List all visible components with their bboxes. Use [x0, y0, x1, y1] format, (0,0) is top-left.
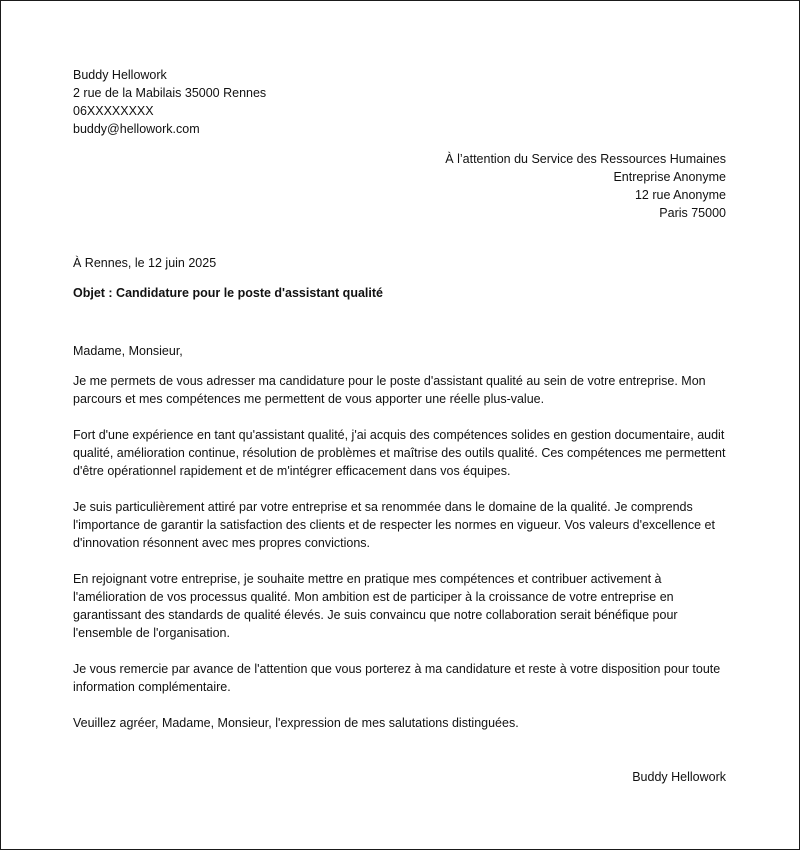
- paragraph-closing: Veuillez agréer, Madame, Monsieur, l'expression de mes salutations distinguées.: [73, 716, 519, 730]
- letter-signature: Buddy Hellowork: [632, 770, 726, 784]
- paragraph-introduction: Je me permets de vous adresser ma candidature pour le poste d'assistant qualité au sein de votre entreprise. Mon parcours et mes compétences me permettent de vous apporter une réelle plus-value.: [73, 374, 706, 406]
- paragraph-experience: Fort d'une expérience en tant qu'assistant qualité, j'ai acquis des compétences solides en gestion documentaire, audit qualité, amélioration continue, résolution de problèmes et maîtrise des outils qualité. Ces compétences me permettent d'être opérationnel rapidement et de m'intégrer efficacement dans vos équipes.: [73, 428, 726, 478]
- recipient-block: [445, 150, 726, 222]
- letter-date: À Rennes, le 12 juin 2025: [73, 256, 217, 270]
- sender-email: buddy@hellowork.com: [73, 122, 200, 136]
- letter-salutation: Madame, Monsieur,: [73, 344, 183, 358]
- paragraph-thanks: Je vous remercie par avance de l'attention que vous porterez à ma candidature et reste à votre disposition pour toute information complémentaire.: [73, 662, 721, 694]
- sender-name: Buddy Hellowork: [73, 68, 167, 82]
- recipient-city: Paris 75000: [659, 206, 726, 220]
- recipient-attention: À l’attention du Service des Ressources Humaines: [445, 152, 726, 166]
- sender-address: 2 rue de la Mabilais 35000 Rennes: [73, 86, 267, 100]
- recipient-street: 12 rue Anonyme: [634, 188, 726, 202]
- sender-block: [73, 66, 266, 138]
- letter-body: [73, 342, 729, 750]
- paragraph-motivation: Je suis particulièrement attiré par votre entreprise et sa renommée dans le domaine de la qualité. Je comprends l'importance de garantir la satisfaction des clients et de respecter les normes en vigueur. Vos valeurs d'excellence et d'innovation résonnent avec mes propres convictions.: [73, 500, 715, 550]
- sender-phone: 06XXXXXXXX: [73, 104, 154, 118]
- paragraph-ambition: En rejoignant votre entreprise, je souhaite mettre en pratique mes compétences et contribuer activement à l'amélioration de vos processus qualité. Mon ambition est de participer à la croissance de votre entreprise en garantissant des standards de qualité élevés. Je suis convaincu que notre collaboration serait bénéfique pour l'ensemble de l'organisation.: [73, 572, 678, 640]
- recipient-company: Entreprise Anonyme: [613, 170, 726, 184]
- letter-subject: Objet : Candidature pour le poste d'assistant qualité: [73, 286, 383, 300]
